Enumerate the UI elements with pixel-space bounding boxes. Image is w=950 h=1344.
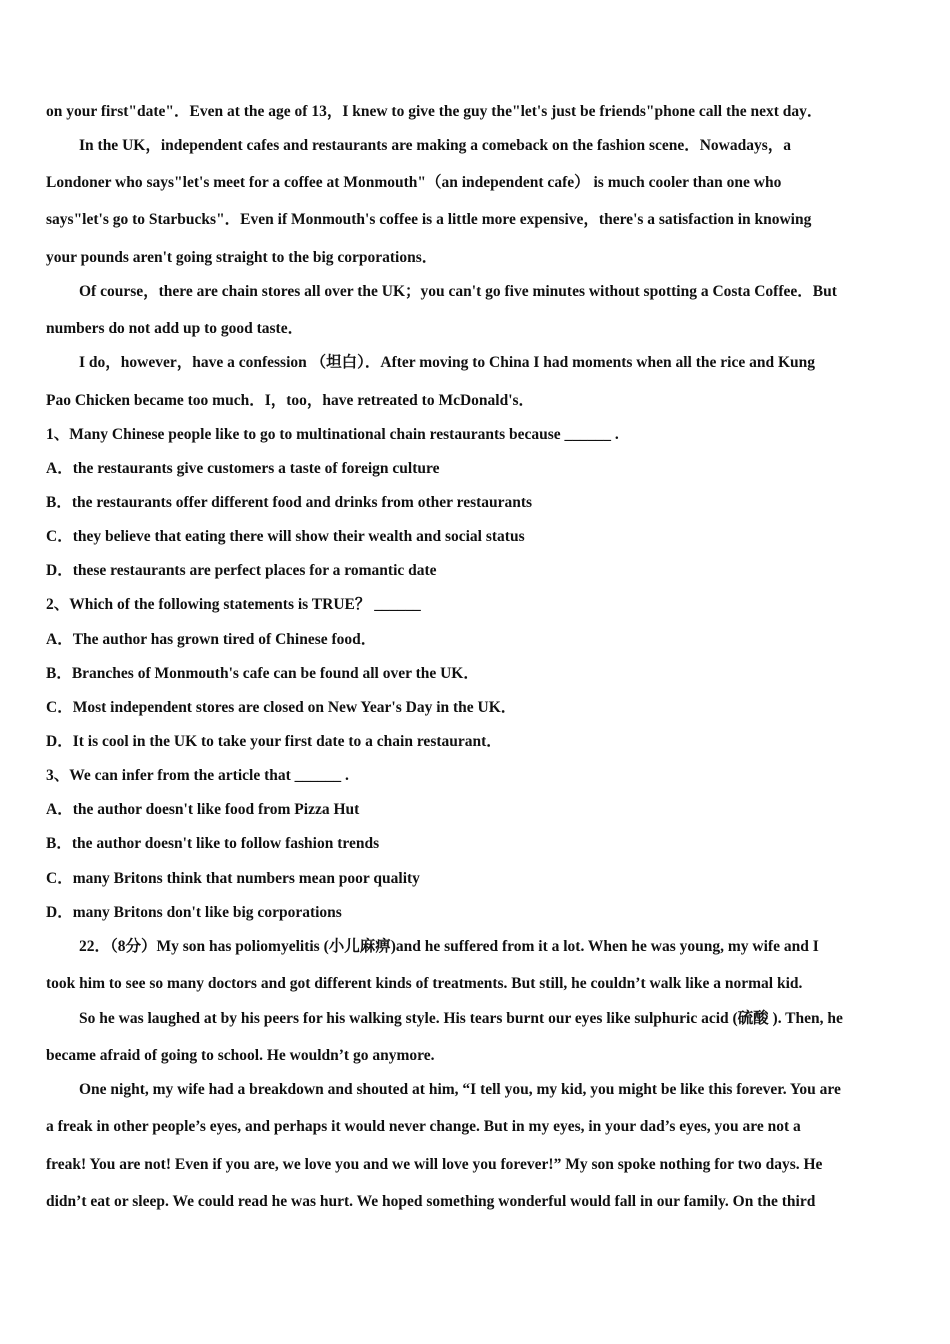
passage2-line: One night, my wife had a breakdown and shouted at him, “I tell you, my kid, you might be like this forever. You are [79,1081,841,1098]
passage1-line: says"let's go to Starbucks"．Even if Monmouth's coffee is a little more expensive，there's a satisfaction in knowing [46,211,812,228]
answer-option: A．the restaurants give customers a taste of foreign culture [46,460,440,477]
passage1-line: numbers do not add up to good taste． [46,320,304,337]
answer-option: B．the author doesn't like to follow fashion trends [46,835,380,852]
passage2-line: didn’t eat or sleep. We could read he was hurt. We hoped something wonderful would fall in our family. On the third [46,1193,816,1210]
question-stem: 1、Many Chinese people like to go to multinational chain restaurants because ______ . [46,426,619,443]
answer-option: C．many Britons think that numbers mean poor quality [46,870,420,887]
passage2-line: a freak in other people’s eyes, and perhaps it would never change. But in my eyes, in your dad’s eyes, you are not a [46,1118,801,1135]
answer-option: B．Branches of Monmouth's cafe can be found all over the UK． [46,665,479,682]
answer-option: C．they believe that eating there will show their wealth and social status [46,528,525,545]
passage2-line: 22．（8分）My son has poliomyelitis (小儿麻痹)and he suffered from it a lot. When he was young, my wife and I [79,938,819,955]
question-stem: 2、Which of the following statements is TRUE？ ______ [46,596,421,613]
passage1-line: Of course，there are chain stores all over the UK；you can't go five minutes without spotting a Costa Coffee．But [79,283,837,300]
answer-option: D．many Britons don't like big corporations [46,904,342,921]
passage1-line: In the UK，independent cafes and restaurants are making a comeback on the fashion scene．Nowadays，a [79,137,792,154]
answer-option: A．the author doesn't like food from Pizza Hut [46,801,360,818]
question-stem: 3、We can infer from the article that ______ . [46,767,349,784]
passage2-line: took him to see so many doctors and got different kinds of treatments. But still, he couldn’t walk like a normal kid. [46,975,803,992]
passage2-line: became afraid of going to school. He wouldn’t go anymore. [46,1047,435,1064]
answer-option: C．Most independent stores are closed on New Year's Day in the UK． [46,699,517,716]
passage2-line: freak! You are not! Even if you are, we love you and we will love you forever!” My son spoke nothing for two days. He [46,1156,823,1173]
answer-option: D．It is cool in the UK to take your first date to a chain restaurant． [46,733,502,750]
passage1-line: I do，however，have a confession （坦白）．After moving to China I had moments when all the rice and Kung [79,354,815,371]
answer-option: A．The author has grown tired of Chinese food． [46,631,377,648]
answer-option: B．the restaurants offer different food and drinks from other restaurants [46,494,533,511]
passage2-line: So he was laughed at by his peers for his walking style. His tears burnt our eyes like sulphuric acid (硫酸 ). Then, he [79,1010,843,1027]
answer-option: D．these restaurants are perfect places for a romantic date [46,562,437,579]
passage1-line: Londoner who says"let's meet for a coffee at Monmouth"（an independent cafe） is much cooler than one who [46,174,782,191]
passage1-line: on your first"date"．Even at the age of 13，I knew to give the guy the"let's just be friends"phone call the next day． [46,103,823,120]
passage1-line: your pounds aren't going straight to the big corporations． [46,249,438,266]
passage1-line: Pao Chicken became too much．I，too，have retreated to McDonald's． [46,392,535,409]
